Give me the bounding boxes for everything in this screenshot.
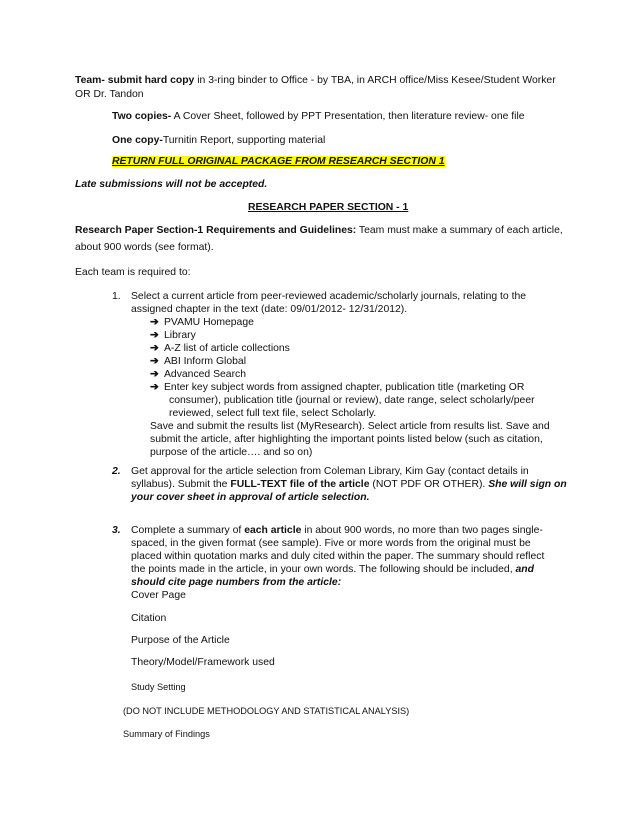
requirements-text: Team must make a summary of each article, [356,225,563,236]
item2-text: (NOT PDF OR OTHER). [369,479,489,490]
each-team-line: Each team is required to: [75,267,191,278]
late-submissions: Late submissions will not be accepted. [75,179,268,190]
item1-line2: assigned chapter in the text (date: 09/01/2012- 12/31/2012). [131,304,408,315]
item3-text: Complete a summary of [131,525,245,536]
two-copies-line [112,110,525,124]
save-line1: Save and submit the results list (MyResearch). Select article from results list. Save and [150,421,550,432]
step-pvamu [150,316,254,330]
item3-number: 3. [112,525,121,536]
item3-text: the points made in the article, in your own words. The following should be included, [131,564,516,575]
step-abi [150,355,246,369]
one-copy-label: One copy- [112,135,163,146]
step-label: Library [164,330,196,341]
item3-line2: spaced, in the given format (see sample). Five or more words from the original must be [131,538,531,549]
step-advanced-search [150,368,246,382]
step-label: Advanced Search [164,369,247,380]
item2-text: syllabus). Submit the [131,479,231,490]
full-text-emphasis: FULL-TEXT file of the article [230,479,370,490]
item2-number: 2. [112,466,121,477]
element-cover-page: Cover Page [131,590,186,601]
requirements-line-2: about 900 words (see format). [75,242,214,253]
step-az-list [150,342,290,356]
requirements-line [75,224,563,238]
arrow-right-icon: ➔ [150,369,159,380]
step-enter-keywords-3: reviewed, select full text file, select Scholarly. [169,408,377,419]
arrow-right-icon: ➔ [150,382,159,393]
one-copy-text: Turnitin Report, supporting material [162,135,326,146]
element-study-setting: Study Setting [131,682,186,692]
item3-text: in about 900 words, no more than two pages single- [301,525,543,536]
each-article-emphasis: each article [244,525,302,536]
step-label: PVAMU Homepage [164,317,254,328]
step-enter-keywords-2: consumer), publication title (journal or review), date range, select scholarly/peer [169,395,535,406]
arrow-right-icon: ➔ [150,356,159,367]
team-text: in 3-ring binder to Office - by TBA, in ARCH office/Miss Kesee/Student Worker [194,75,556,86]
element-summary-findings: Summary of Findings [123,729,210,739]
item3-line3: placed within quotation marks and duly cited within the paper. The summary should reflect [131,551,545,562]
team-submit-line [75,74,556,88]
item3-line4 [131,563,534,577]
team-submit-line-2: OR Dr. Tandon [75,89,144,100]
arrow-right-icon: ➔ [150,343,159,354]
step-label: A-Z list of article collections [164,343,290,354]
step-label: Enter key subject words from assigned chapter, publication title (marketing OR [164,382,525,393]
item1-number: 1. [112,291,121,302]
item1-line1: Select a current article from peer-reviewed academic/scholarly journals, relating to the [131,291,527,302]
save-line2: submit the article, after highlighting the important points listed below (such as citation, [150,434,543,445]
requirements-label: Research Paper Section-1 Requirements and Guidelines: [75,225,357,236]
item3-line1 [131,524,543,538]
item2-line3: your cover sheet in approval of article selection. [131,492,370,503]
sign-emphasis: She will sign on [488,479,567,490]
step-library [150,329,196,343]
arrow-right-icon: ➔ [150,317,159,328]
save-line3: purpose of the article…. and so on) [150,447,313,458]
two-copies-text: A Cover Sheet, followed by PPT Presentation, then literature review- one file [171,111,525,122]
one-copy-line [112,134,325,148]
and-emphasis: and [515,564,534,575]
item2-line1: Get approval for the article selection from Coleman Library, Kim Gay (contact details in [131,466,529,477]
arrow-right-icon: ➔ [150,330,159,341]
no-methodology-note: (DO NOT INCLUDE METHODOLOGY AND STATISTICAL ANALYSIS) [123,706,410,716]
element-purpose: Purpose of the Article [131,635,230,646]
team-label: Team- submit hard copy [75,75,195,86]
section-title: RESEARCH PAPER SECTION - 1 [248,202,409,213]
item2-line2 [131,478,567,492]
element-theory: Theory/Model/Framework used [131,657,275,668]
return-highlight: RETURN FULL ORIGINAL PACKAGE FROM RESEARCH SECTION 1 [112,156,445,167]
step-enter-keywords [150,381,524,395]
element-citation: Citation [131,613,167,624]
return-line [112,155,445,169]
step-label: ABI Inform Global [164,356,247,367]
two-copies-label: Two copies- [112,111,172,122]
item3-line5: should cite page numbers from the article: [131,577,342,588]
